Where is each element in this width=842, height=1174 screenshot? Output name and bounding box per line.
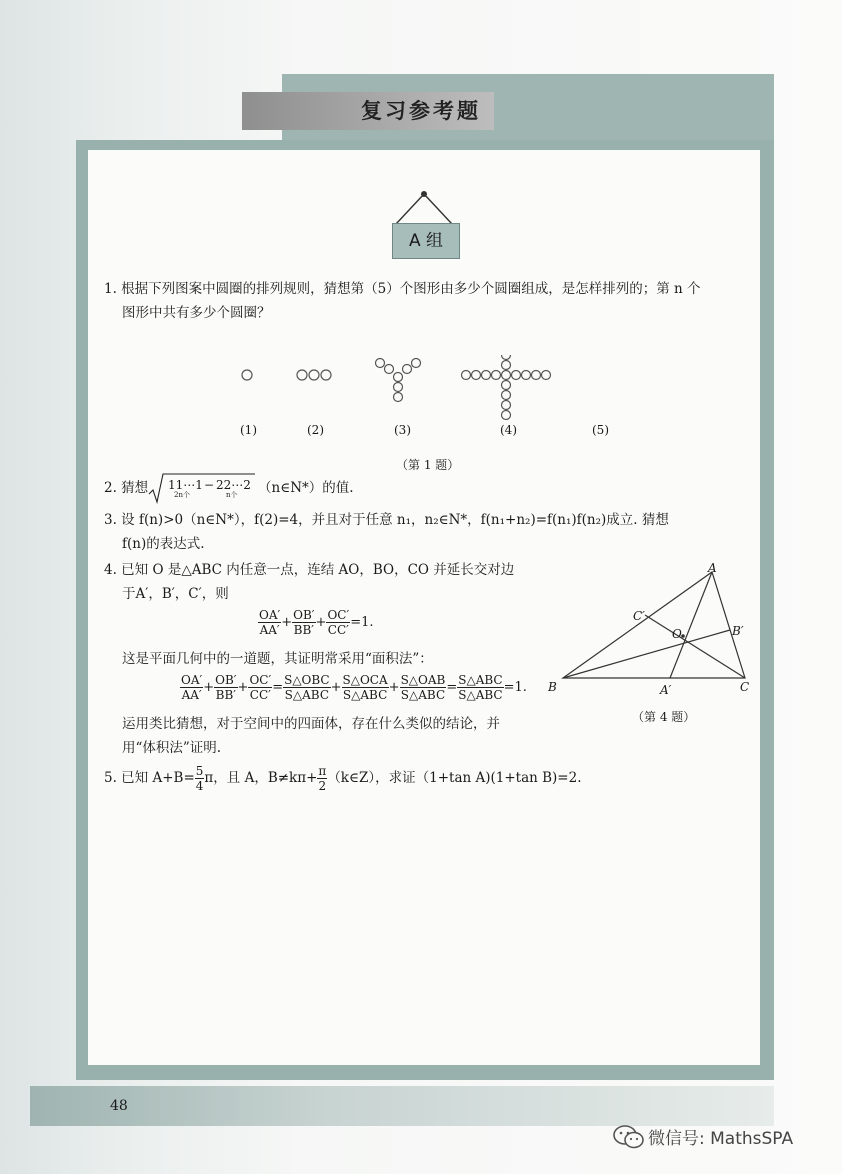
fraction: $\frac{OB'}{BB'}$ — [215, 673, 237, 702]
fraction: $\frac{\text{S△OBC}}{\text{S△ABC}}$ — [284, 673, 330, 702]
figure-4-label-A: A — [708, 561, 717, 575]
figure-4-label-C-prime: C′ — [633, 609, 645, 623]
figure-1-label-1: (1) — [240, 423, 257, 437]
problem-2-sub-2: n个 — [226, 491, 238, 499]
fraction: $\frac{\text{S△OAB}}{\text{S△ABC}}$ — [400, 673, 446, 702]
watermark: 微信号: MathsSPA — [648, 1129, 794, 1149]
problem-4-formula-1: $\frac{OA'}{AA'}$ + $\frac{OB'}{BB'}$ + $\frac{OC'}{CC'}$ =1. — [259, 608, 374, 637]
problem-2-suffix: （n∈N*）的值. — [258, 480, 354, 496]
fraction: $\frac{OB'}{BB'}$ — [293, 608, 315, 637]
fraction: $\frac{OC'}{CC'}$ — [249, 673, 272, 702]
problem-1-line-1: 1. 根据下列图案中圆圈的排列规则，猜想第（5）个图形由多少个圆圈组成，是怎样排列的；第 n 个 — [104, 281, 701, 297]
problem-4-line-5: 用“体积法”证明. — [122, 740, 222, 756]
figure-4-label-C: C — [740, 680, 750, 694]
problem-2-sub-1: 2n个 — [174, 491, 190, 499]
page-number: 48 — [110, 1098, 128, 1114]
problem-3-line-1: 3. 设 f(n)>0（n∈N*），f(2)=4，并且对于任意 n₁，n₂∈N*，f(n₁+n₂)=f(n₁)f(n₂)成立. 猜想 — [104, 512, 669, 528]
figure-1-circles — [230, 355, 630, 437]
fraction: $\frac{5}{4}$ — [195, 764, 204, 793]
figure-1-label-4: (4) — [500, 423, 517, 437]
problem-4-line-4: 运用类比猜想，对于空间中的四面体，存在什么类似的结论，并 — [122, 716, 500, 732]
problem-2-minus: − — [204, 478, 215, 492]
problem-1-line-2: 图形中共有多少个圆圈？ — [122, 305, 271, 321]
problem-5: 5. 已知 A+B= $\frac{5}{4}$ π，且 A，B≠kπ+ $\frac{\pi}{2}$ （k∈Z），求证（1+tan A)(1+tan B)=2. — [104, 764, 582, 793]
fraction: $\frac{OA'}{AA'}$ — [181, 673, 203, 702]
problem-2-number-2: 22⋯2 — [216, 478, 251, 492]
figure-4-label-A-prime: A′ — [660, 683, 672, 697]
fraction: $\frac{\text{S△ABC}}{\text{S△ABC}}$ — [458, 673, 503, 702]
group-badge: A 组 — [392, 223, 460, 259]
figure-4-label-B-prime: B′ — [732, 624, 744, 638]
figure-4-label-B: B — [548, 680, 557, 694]
problem-2-prefix: 2. 猜想 — [104, 480, 149, 496]
fraction: $\frac{OA'}{AA'}$ — [259, 608, 281, 637]
fraction: $\frac{\text{S△OCA}}{\text{S△ABC}}$ — [342, 673, 388, 702]
figure-1-label-5: (5) — [592, 423, 609, 437]
problem-4-line-1: 4. 已知 O 是△ABC 内任意一点，连结 AO，BO，CO 并延长交对边 — [104, 562, 515, 578]
figure-1-label-3: (3) — [394, 423, 411, 437]
figure-4-caption: （第 4 题） — [632, 710, 696, 724]
problem-4-line-3: 这是平面几何中的一道题，其证明常采用“面积法”： — [122, 651, 433, 667]
figure-4-label-O: O — [672, 627, 682, 641]
figure-1-caption: （第 1 题） — [396, 458, 460, 472]
page-title: 复习参考题 — [361, 99, 481, 123]
problem-2-number-1: 11⋯1 — [168, 478, 203, 492]
figure-1-label-2: (2) — [307, 423, 324, 437]
problem-3-line-2: f(n)的表达式. — [122, 536, 205, 552]
fraction: $\frac{\pi}{2}$ — [318, 764, 327, 793]
fraction: $\frac{OC'}{CC'}$ — [327, 608, 350, 637]
wechat-icon — [612, 1124, 646, 1150]
problem-4-line-2: 于A′，B′，C′，则 — [122, 586, 229, 602]
problem-4-formula-2: $\frac{OA'}{AA'}$ + $\frac{OB'}{BB'}$ + $\frac{OC'}{CC'}$ = $\frac{\text{S△OBC}}{\text{S△ABC}}$ + $\frac{\text{S△OCA}}{\text{S△ABC}}$ + $\frac{\text{S△OAB}}{\text{S△ABC}}$ = $\frac{\text{S△ABC}}{\text{S△ABC}}$ =1. — [181, 673, 527, 702]
footer-band — [30, 1086, 774, 1126]
